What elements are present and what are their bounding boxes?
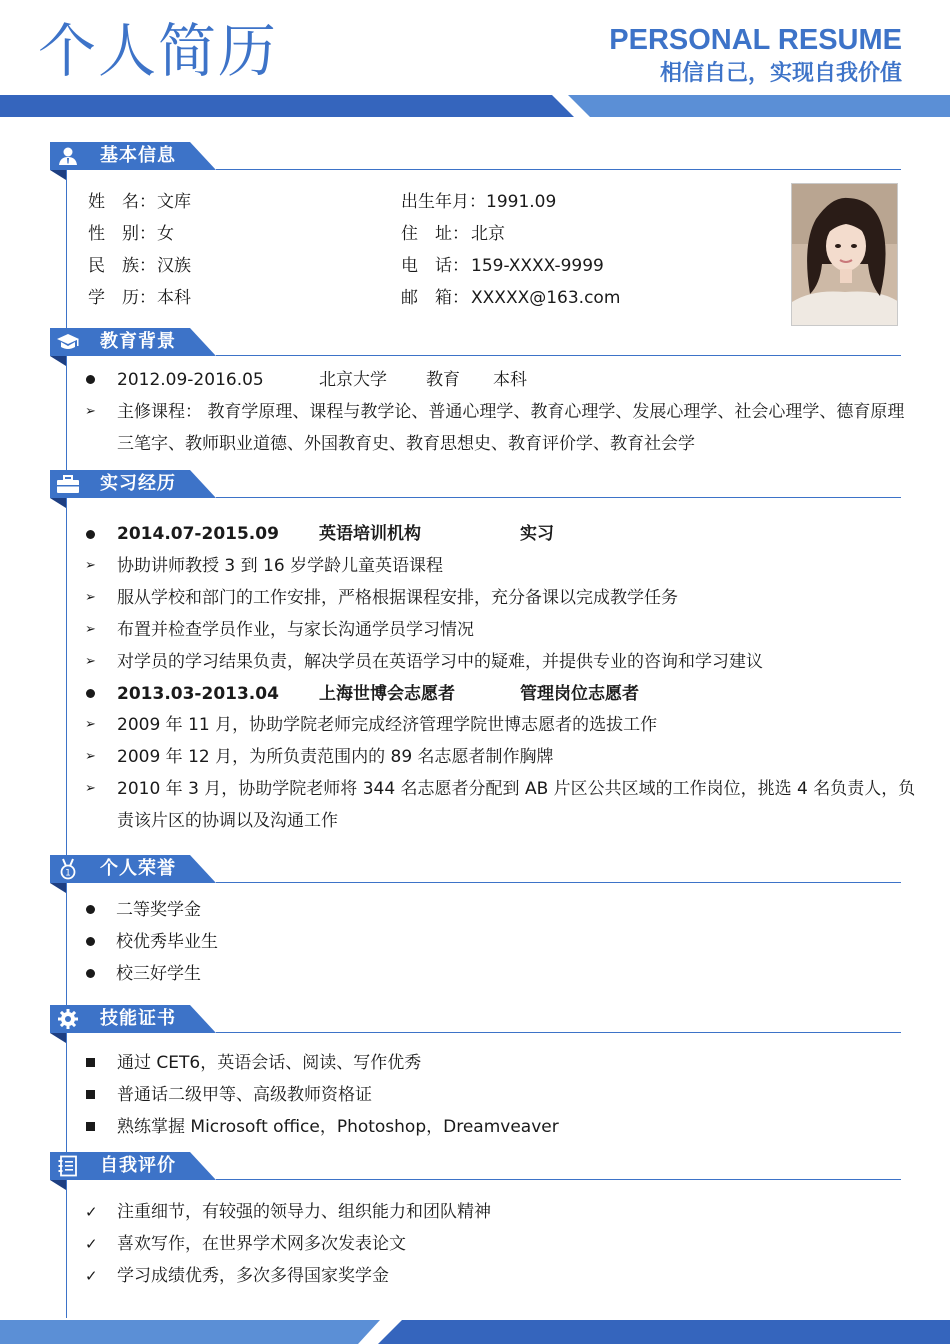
section-header-self-eval <box>50 1152 216 1180</box>
job1-item: 协助讲师教授 3 到 16 岁学龄儿童英语课程 <box>117 556 444 576</box>
section-title-honors: 个人荣誉 <box>100 858 176 879</box>
job2-role: 管理岗位志愿者 <box>520 684 639 704</box>
info-phone-value: 159-XXXX-9999 <box>471 256 604 276</box>
section-rule-internship <box>216 497 901 498</box>
bullet-dot <box>86 937 95 946</box>
check-bullet: ✓ <box>85 1235 98 1253</box>
medal-icon <box>56 858 80 880</box>
briefcase-icon <box>56 473 80 495</box>
job1-period: 2014.07-2015.09 <box>117 524 279 544</box>
bullet-square <box>86 1090 95 1099</box>
arrow-bullet: ➢ <box>85 404 96 419</box>
section-title-basic: 基本信息 <box>100 145 176 166</box>
honor-item: 二等奖学金 <box>116 900 201 920</box>
info-birth-label: 出生年月： <box>401 192 486 212</box>
section-title-skills: 技能证书 <box>100 1008 176 1029</box>
info-ethnicity-label: 民 族： <box>88 256 156 276</box>
self-eval-item: 喜欢写作，在世界学术网多次发表论文 <box>117 1234 406 1254</box>
footer-band-dark <box>378 1320 950 1344</box>
self-eval-item: 学习成绩优秀，多次多得国家奖学金 <box>117 1266 389 1286</box>
job2-item: 2009 年 12 月，为所负责范围内的 89 名志愿者制作胸牌 <box>117 747 554 767</box>
arrow-bullet: ➢ <box>85 781 96 796</box>
info-address-value: 北京 <box>471 224 505 244</box>
bullet-square <box>86 1122 95 1131</box>
user-icon <box>56 145 80 167</box>
section-header-honors <box>50 855 216 883</box>
edu-degree: 本科 <box>493 370 527 390</box>
arrow-bullet: ➢ <box>85 622 96 637</box>
section-rule-self-eval <box>216 1179 901 1180</box>
info-email-value: XXXXX@163.com <box>471 288 621 308</box>
info-education-value: 本科 <box>157 288 191 308</box>
check-bullet: ✓ <box>85 1203 98 1221</box>
job1-role: 实习 <box>520 524 554 544</box>
arrow-bullet: ➢ <box>85 749 96 764</box>
bullet-dot <box>86 375 95 384</box>
edu-major: 教育 <box>426 370 460 390</box>
arrow-bullet: ➢ <box>85 558 96 573</box>
honor-item: 校优秀毕业生 <box>116 932 218 952</box>
section-rule-education <box>216 355 901 356</box>
section-header-basic <box>50 142 216 170</box>
info-birth-value: 1991.09 <box>486 192 557 212</box>
arrow-bullet: ➢ <box>85 717 96 732</box>
info-name-value: 文库 <box>157 192 191 212</box>
job2-item: 2010 年 3 月，协助学院老师将 344 名志愿者分配到 AB 片区公共区域的工作岗位，挑选 4 名负责人，负 <box>117 779 916 799</box>
info-gender-label: 性 别： <box>88 224 156 244</box>
info-address-label: 住 址： <box>401 224 469 244</box>
info-email-label: 邮 箱： <box>401 288 469 308</box>
edu-courses-line1: 主修课程： 教育学原理、课程与教学论、普通心理学、教育心理学、发展心理学、社会心理学、德育原理 <box>117 402 905 422</box>
header-band-light <box>568 95 950 117</box>
skill-item: 普通话二级甲等、高级教师资格证 <box>117 1085 372 1105</box>
job2-period: 2013.03-2013.04 <box>117 684 279 704</box>
skill-item: 熟练掌握 Microsoft office，Photoshop，Dreamveaver <box>117 1117 559 1137</box>
bullet-dot <box>86 969 95 978</box>
section-title-education: 教育背景 <box>100 331 176 352</box>
footer-band-light <box>0 1320 380 1344</box>
info-ethnicity-value: 汉族 <box>157 256 191 276</box>
job1-item: 对学员的学习结果负责，解决学员在英语学习中的疑难，并提供专业的咨询和学习建议 <box>117 652 763 672</box>
bullet-dot <box>86 530 95 539</box>
section-header-skills <box>50 1005 216 1033</box>
info-education-label: 学 历： <box>88 288 156 308</box>
job1-item: 布置并检查学员作业，与家长沟通学员学习情况 <box>117 620 474 640</box>
slogan: 相信自己，实现自我价值 <box>659 61 902 86</box>
avatar <box>791 183 898 326</box>
arrow-bullet: ➢ <box>85 590 96 605</box>
section-rule-skills <box>216 1032 901 1033</box>
job2-item: 2009 年 11 月，协助学院老师完成经济管理学院世博志愿者的选拔工作 <box>117 715 658 735</box>
check-bullet: ✓ <box>85 1267 98 1285</box>
honor-item: 校三好学生 <box>116 964 201 984</box>
graduation-cap-icon <box>56 331 80 353</box>
section-title-internship: 实习经历 <box>100 473 176 494</box>
job1-org: 英语培训机构 <box>319 524 421 544</box>
section-title-self-eval: 自我评价 <box>100 1155 176 1176</box>
job1-item: 服从学校和部门的工作安排，严格根据课程安排，充分备课以完成教学任务 <box>117 588 678 608</box>
section-rule-basic <box>216 169 901 170</box>
info-name-label: 姓 名： <box>88 192 156 212</box>
info-gender-value: 女 <box>157 224 174 244</box>
self-eval-item: 注重细节，有较强的领导力、组织能力和团队精神 <box>117 1202 491 1222</box>
gear-icon <box>56 1008 80 1030</box>
edu-school: 北京大学 <box>319 370 387 390</box>
section-header-education <box>50 328 216 356</box>
bullet-square <box>86 1058 95 1067</box>
page-title: 个人简历 <box>38 17 279 85</box>
section-rule-honors <box>216 882 901 883</box>
notebook-icon <box>56 1155 80 1177</box>
section-header-internship <box>50 470 216 498</box>
edu-courses-line2: 三笔字、教师职业道德、外国教育史、教育思想史、教育评价学、教育社会学 <box>117 434 695 454</box>
job2-item: 责该片区的协调以及沟通工作 <box>117 811 338 831</box>
job2-org: 上海世博会志愿者 <box>319 684 455 704</box>
skill-item: 通过 CET6，英语会话、阅读、写作优秀 <box>117 1053 422 1073</box>
bullet-dot <box>86 689 95 698</box>
arrow-bullet: ➢ <box>85 654 96 669</box>
svg-text:1: 1 <box>65 868 71 879</box>
bullet-dot <box>86 905 95 914</box>
edu-period: 2012.09-2016.05 <box>117 370 264 390</box>
page-title-english: PERSONAL RESUME <box>609 24 902 56</box>
info-phone-label: 电 话： <box>401 256 469 276</box>
header-band-dark <box>0 95 574 117</box>
